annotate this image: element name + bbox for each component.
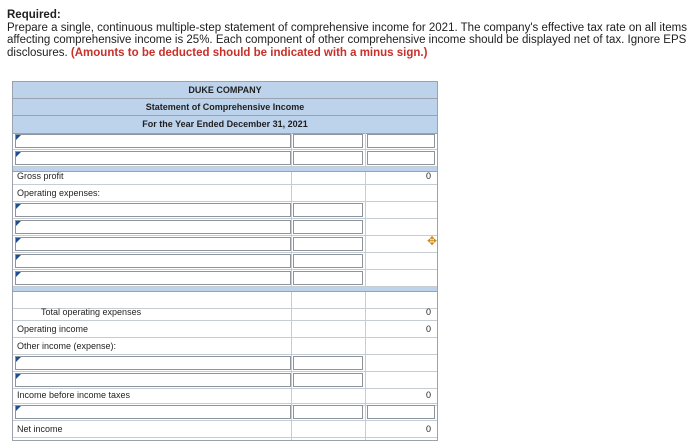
instructions (7, 9, 697, 59)
line-item-input[interactable] (15, 254, 291, 268)
dropdown-indicator-icon (16, 238, 21, 243)
amount-input[interactable] (293, 203, 363, 217)
statement-header (13, 82, 437, 134)
total-operating-expenses-value: 0 (425, 307, 431, 317)
statement-period: For the Year Ended December 31, 2021 (142, 119, 308, 129)
amount-input[interactable] (293, 271, 363, 285)
operating-income-label: Operating income (17, 324, 89, 334)
table-row (13, 202, 437, 219)
dropdown-indicator-icon (16, 204, 21, 209)
net-income-value: 0 (425, 424, 431, 434)
table-row-operating-income (13, 321, 437, 338)
amount-input[interactable] (293, 254, 363, 268)
line-item-input[interactable] (15, 405, 291, 419)
table-row-gross-profit (13, 168, 437, 185)
statement-title: Statement of Comprehensive Income (13, 99, 437, 116)
dropdown-indicator-icon (16, 221, 21, 226)
line-item-input[interactable] (15, 220, 291, 234)
table-row-operating-expenses (13, 185, 437, 202)
line-item-input[interactable] (15, 271, 291, 285)
gross-profit-value: 0 (425, 171, 431, 181)
dropdown-indicator-icon (16, 406, 21, 411)
dropdown-indicator-icon (16, 135, 21, 140)
dropdown-indicator-icon (16, 357, 21, 362)
operating-income-value: 0 (425, 324, 431, 334)
line-item-input[interactable] (15, 203, 291, 217)
dropdown-indicator-icon (16, 152, 21, 157)
table-row (13, 404, 437, 421)
line-item-input[interactable] (15, 373, 291, 387)
minus-sign-note: (Amounts to be deducted should be indicated with a minus sign.) (70, 46, 428, 59)
table-row (13, 236, 437, 253)
table-row-total-operating-expenses (13, 304, 437, 321)
company-name: DUKE COMPANY (13, 82, 437, 99)
dropdown-indicator-icon (16, 272, 21, 277)
line-item-input[interactable] (15, 237, 291, 251)
line-item-input[interactable] (15, 134, 291, 148)
table-row (13, 270, 437, 287)
total-input[interactable] (367, 405, 435, 419)
amount-input[interactable] (293, 151, 363, 165)
required-heading: Required: (7, 9, 61, 21)
dropdown-indicator-icon (16, 374, 21, 379)
table-row (13, 253, 437, 270)
table-row (13, 355, 437, 372)
amount-input[interactable] (293, 220, 363, 234)
income-statement-table (12, 81, 438, 441)
table-row-income-before-taxes (13, 387, 437, 404)
table-row (13, 219, 437, 236)
line-item-input[interactable] (15, 356, 291, 370)
instructions-text: Prepare a single, continuous multiple-step statement of comprehensive income for 2021. The company's effective tax rate on all items affecting comprehensive income is 25%. Each component of other comprehensive income should be displayed net of tax. Ignore EPS disclosures. (7, 21, 687, 59)
total-input[interactable] (367, 151, 435, 165)
total-input[interactable] (367, 134, 435, 148)
total-operating-expenses-label: Total operating expenses (41, 307, 142, 317)
amount-input[interactable] (293, 356, 363, 370)
other-income-label: Other income (expense): (17, 341, 117, 351)
amount-input[interactable] (293, 237, 363, 251)
amount-input[interactable] (293, 134, 363, 148)
operating-expenses-label: Operating expenses: (17, 188, 101, 198)
dropdown-indicator-icon (16, 255, 21, 260)
move-cursor-icon: ✥ (427, 234, 438, 248)
table-row-net-income (13, 421, 437, 438)
net-income-label: Net income (17, 424, 63, 434)
gross-profit-label: Gross profit (17, 171, 64, 181)
amount-input[interactable] (293, 373, 363, 387)
amount-input[interactable] (293, 405, 363, 419)
income-before-taxes-label: Income before income taxes (17, 390, 131, 400)
table-row (13, 150, 437, 167)
table-row (13, 133, 437, 150)
line-item-input[interactable] (15, 151, 291, 165)
income-before-taxes-value: 0 (425, 390, 431, 400)
table-row-other-income (13, 338, 437, 355)
